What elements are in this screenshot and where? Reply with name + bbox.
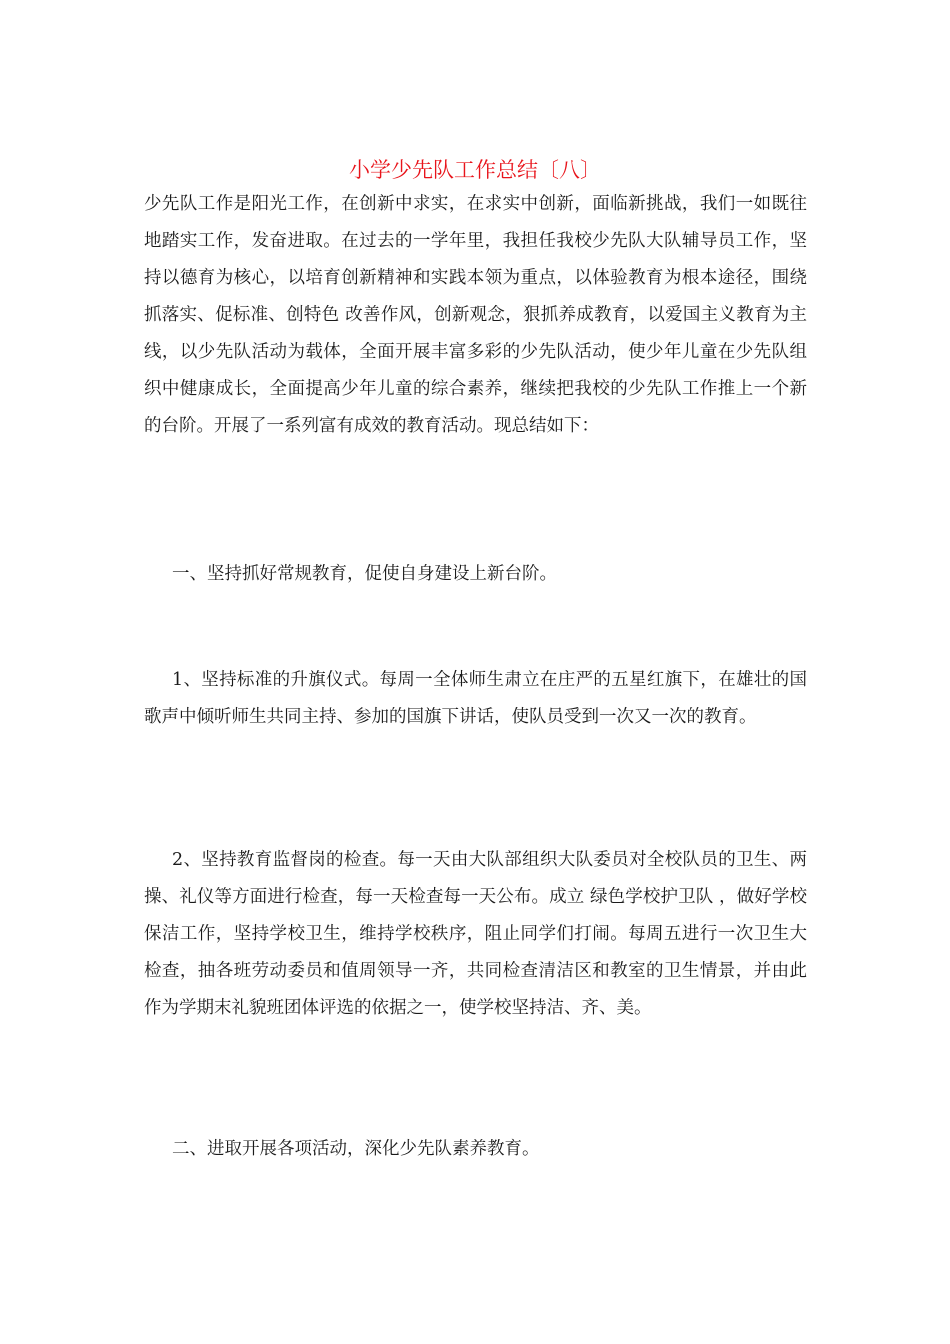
- section-heading-2: 二、进取开展各项活动，深化少先队素养教育。: [172, 1139, 540, 1159]
- item-paragraph-2: 2、坚持教育监督岗的检查。每一天由大队部组织大队委员对全校队员的卫生、两操、礼仪等方面进行检查，每一天检查每一天公布。成立 绿色学校护卫队 ，做好学校保洁工作，坚持学校卫生，维持学校秩序，阻止同学们打闹。每周五进行一次卫生大检查，抽各班劳动委员和值周领导一齐，共同检查清洁区和教室的卫生情景，并由此作为学期末礼貌班团体评选的依据之一，使学校坚持洁、齐、美。: [144, 850, 807, 1018]
- page-title: 小学少先队工作总结〔八〕: [349, 158, 601, 182]
- item-paragraph-1: 1、坚持标准的升旗仪式。每周一全体师生肃立在庄严的五星红旗下，在雄壮的国歌声中倾听师生共同主持、参加的国旗下讲话，使队员受到一次又一次的教育。: [144, 670, 807, 727]
- intro-paragraph: 少先队工作是阳光工作，在创新中求实，在求实中创新，面临新挑战，我们一如既往地踏实工作，发奋进取。在过去的一学年里，我担任我校少先队大队辅导员工作，坚持以德育为核心，以培育创新精神和实践本领为重点，以体验教育为根本途径，围绕 抓落实、促标准、创特色 改善作风，创新观念，狠抓养成教育，以爱国主义教育为主线，以少先队活动为载体，全面开展丰富多彩的少先队活动，使少年儿童在少先队组织中健康成长，全面提高少年儿童的综合素养，继续把我校的少先队工作推上一个新的台阶。开展了一系列富有成效的教育活动。现总结如下：: [144, 194, 807, 436]
- section-heading-1: 一、坚持抓好常规教育，促使自身建设上新台阶。: [172, 564, 557, 584]
